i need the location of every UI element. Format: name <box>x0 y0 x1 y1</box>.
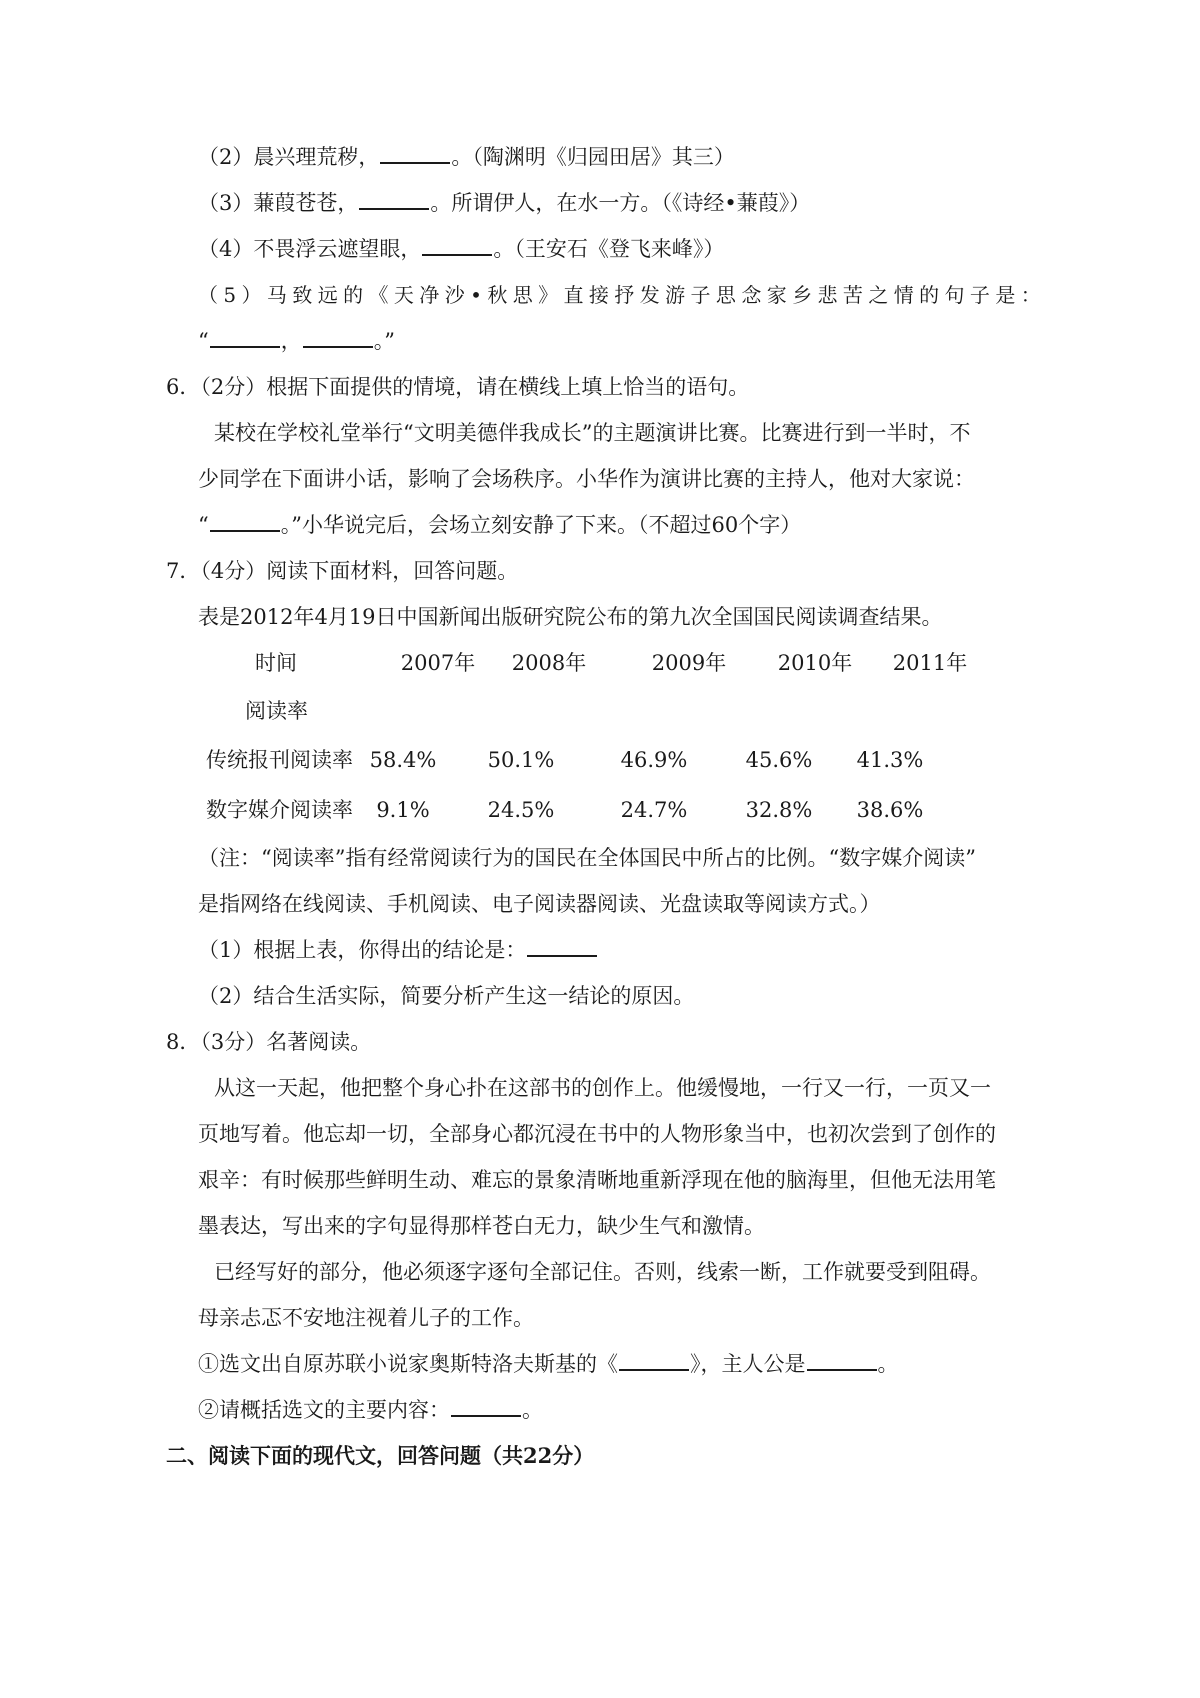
q7-sub-question-1 <box>198 935 598 965</box>
poem-item-2-prompt: （2）晨兴理荒秽， <box>198 145 380 169</box>
q8-sub-question-1 <box>198 1349 899 1379</box>
poem-item-5-question: （5）马致远的《天净沙•秋思》直接抒发游子思念家乡悲苦之情的句子是： <box>198 283 1047 307</box>
table-cell: 9.1% <box>376 798 430 822</box>
table-header-year: 2007年 <box>400 651 476 675</box>
poem-item-3-source: 。所谓伊人，在水一方。（《诗经•蒹葭》） <box>430 191 811 215</box>
table-header-year: 2008年 <box>511 651 587 675</box>
q6-paragraph-tail: 。”小华说完后，会场立刻安静了下来。（不超过60个字） <box>280 513 802 537</box>
answer-blank[interactable] <box>807 1351 877 1371</box>
poem-item-3-prompt: （3）蒹葭苍苍， <box>198 191 359 215</box>
answer-blank[interactable] <box>422 236 492 256</box>
poem-item-4 <box>198 234 724 264</box>
q6-header: 6．（2分）根据下面提供的情境，请在横线上填上恰当的语句。 <box>166 375 750 399</box>
table-cell: 45.6% <box>745 748 813 772</box>
table-cell: 24.7% <box>620 798 688 822</box>
poem-item-4-prompt: （4）不畏浮云遮望眼， <box>198 237 422 261</box>
close-quote: 。” <box>373 329 395 353</box>
table-cell: 41.3% <box>856 748 924 772</box>
q8-sub-question-2 <box>198 1395 543 1425</box>
answer-blank[interactable] <box>303 328 373 348</box>
table-corner-reading-rate: 阅读率 <box>245 699 308 723</box>
q8-passage-line-2: 页地写着。他忘却一切，全部身心都沉浸在书中的人物形象当中，也初次尝到了创作的 <box>198 1122 996 1146</box>
table-cell: 46.9% <box>620 748 688 772</box>
table-cell: 24.5% <box>487 798 555 822</box>
answer-blank[interactable] <box>359 190 429 210</box>
answer-blank[interactable] <box>451 1397 521 1417</box>
table-corner-time: 时间 <box>255 651 297 675</box>
q8-sub-question-1-text: ①选文出自原苏联小说家奥斯特洛夫斯基的《 <box>198 1352 618 1376</box>
q7-header: 7．（4分）阅读下面材料，回答问题。 <box>166 559 519 583</box>
section-2-title: 二、阅读下面的现代文，回答问题（共22分） <box>166 1443 595 1468</box>
table-row-label: 传统报刊阅读率 <box>206 748 353 772</box>
table-cell: 38.6% <box>856 798 924 822</box>
answer-blank[interactable] <box>210 512 280 532</box>
open-quote: “ <box>198 329 209 353</box>
period: 。 <box>522 1398 543 1422</box>
q8-passage-line-1: 从这一天起，他把整个身心扑在这部书的创作上。他缓慢地，一行又一行，一页又一 <box>214 1076 991 1100</box>
poem-item-4-source: 。（王安石《登飞来峰》） <box>493 237 725 261</box>
table-header-year: 2009年 <box>651 651 727 675</box>
q7-sub-question-1-text: （1）根据上表，你得出的结论是： <box>198 938 527 962</box>
open-quote: “ <box>198 513 209 537</box>
q6-paragraph-line-2: 少同学在下面讲小话，影响了会场秩序。小华作为演讲比赛的主持人，他对大家说： <box>198 467 975 491</box>
answer-blank[interactable] <box>380 144 450 164</box>
q7-intro: 表是2012年4月19日中国新闻出版研究院公布的第九次全国国民阅读调查结果。 <box>198 605 943 629</box>
q6-paragraph-line-3 <box>198 510 801 540</box>
q7-note-line-1: （注：“阅读率”指有经常阅读行为的国民在全体国民中所占的比例。“数字媒介阅读” <box>198 846 976 870</box>
table-header-year: 2010年 <box>777 651 853 675</box>
q8-sub-question-2-text: ②请概括选文的主要内容： <box>198 1398 450 1422</box>
q8-header: 8．（3分）名著阅读。 <box>166 1030 372 1054</box>
q7-sub-question-2: （2）结合生活实际，简要分析产生这一结论的原因。 <box>198 984 695 1008</box>
table-cell: 32.8% <box>745 798 813 822</box>
answer-blank[interactable] <box>619 1351 689 1371</box>
q8-passage-line-6: 母亲忐忑不安地注视着儿子的工作。 <box>198 1306 534 1330</box>
table-header-year: 2011年 <box>892 651 968 675</box>
q6-paragraph-line-1: 某校在学校礼堂举行“文明美德伴我成长”的主题演讲比赛。比赛进行到一半时，不 <box>214 421 971 445</box>
q8-passage-line-3: 艰辛：有时候那些鲜明生动、难忘的景象清晰地重新浮现在他的脑海里，但他无法用笔 <box>198 1168 996 1192</box>
table-row-label: 数字媒介阅读率 <box>206 798 353 822</box>
poem-item-5-answer <box>198 326 395 356</box>
answer-blank[interactable] <box>210 328 280 348</box>
q8-sub-question-1-mid: 》，主人公是 <box>690 1352 806 1376</box>
q8-passage-line-4: 墨表达，写出来的字句显得那样苍白无力，缺少生气和激情。 <box>198 1214 765 1238</box>
poem-item-3 <box>198 188 810 218</box>
poem-item-2-source: 。（陶渊明《归园田居》其三） <box>451 145 735 169</box>
table-cell: 50.1% <box>487 748 555 772</box>
comma: ， <box>280 329 302 353</box>
period: 。 <box>877 1352 899 1376</box>
q7-note-line-2: 是指网络在线阅读、手机阅读、电子阅读器阅读、光盘读取等阅读方式。） <box>198 892 881 916</box>
q8-passage-line-5: 已经写好的部分，他必须逐字逐句全部记住。否则，线索一断，工作就要受到阻碍。 <box>214 1260 991 1284</box>
poem-item-2 <box>198 142 735 172</box>
table-cell: 58.4% <box>369 748 437 772</box>
answer-blank[interactable] <box>527 937 597 957</box>
